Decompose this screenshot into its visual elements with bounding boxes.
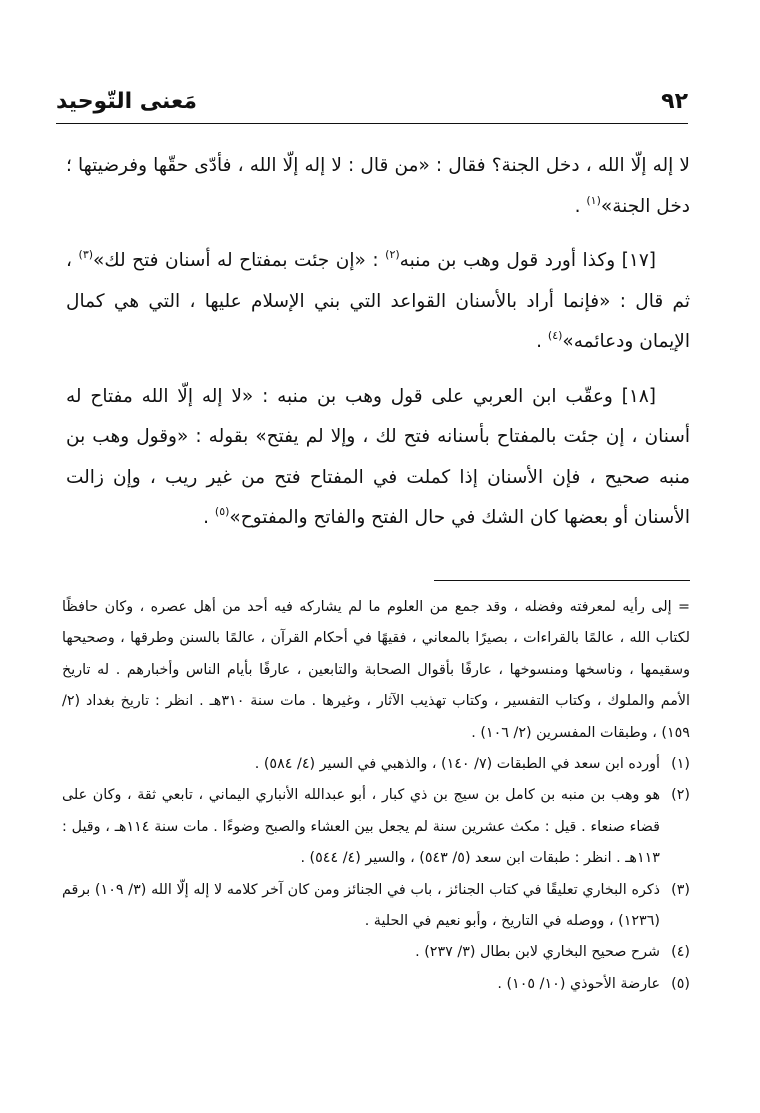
page-header: [56, 82, 688, 120]
footnote-text: هو وهب بن منبه بن كامل بن سيج بن ذي كبار ، أبو عبدالله الأنباري اليماني ، تابعي ثقة ، وكان على قضاء صنعاء . قيل : مكث عشرين سنة لم يجعل بين العشاء والصبح وضوءًا . مات سنة ١١٤هـ ، وقيل : ١١٣هـ . انظر : طبقات ابن سعد (٥/ ٥٤٣) ، والسير (٤/ ٥٤٤) .: [62, 787, 660, 867]
paragraph-text: .: [203, 507, 215, 528]
header-divider: [56, 123, 688, 124]
footnote-ref: (١): [586, 193, 601, 207]
paragraph-text: .: [574, 195, 587, 217]
footnote: [62, 749, 690, 780]
footnote-number: (٢): [671, 787, 690, 804]
paragraph-text: [١٧] وكذا أورد قول وهب بن منبه: [399, 250, 656, 271]
footnote: [62, 875, 690, 938]
footnote-text: شرح صحيح البخاري لابن بطال (٣/ ٢٣٧) .: [415, 944, 660, 961]
running-title: مَعنى التّوحيد: [56, 88, 198, 114]
footnotes: [62, 592, 690, 1000]
footnote-ref: (٥): [214, 505, 230, 518]
footnote-number: (٤): [671, 944, 690, 961]
footnote-ref: (٢): [385, 248, 400, 261]
paragraph-text: : «إن جئت بمفتاح له أسنان فتح لك»: [93, 250, 386, 271]
paragraph: [66, 146, 690, 227]
footnote-divider: [434, 580, 690, 581]
footnote-continuation: = إلى رأيه لمعرفته وفضله ، وقد جمع من العلوم ما لم يشاركه فيه أحد من أهل عصره ، وكان حافظًا لكتاب الله ، عالمًا بالقراءات ، بصيرًا بالمعاني ، فقيهًا في أحكام القرآن ، عالمًا بالسنن وطرقها ، وصحيحها وسقيمها ، وناسخها ومنسوخها ، عارفًا بأقوال الصحابة والتابعين ، عارفًا بأيام الناس وأخبارهم . له تاريخ الأمم والملوك ، وكتاب التفسير ، وكتاب تهذيب الآثار ، وغيرها . مات سنة ٣١٠هـ . انظر : تاريخ بغداد (٢/ ١٥٩) ، وطبقات المفسرين (٢/ ١٠٦) .: [62, 599, 690, 741]
paragraph: [66, 377, 690, 539]
footnote-number: (١): [671, 756, 690, 773]
footnote-text: عارضة الأحوذي (١٠/ ١٠٥) .: [497, 975, 660, 992]
footnote-ref: (٣): [78, 248, 94, 261]
footnote-text: أورده ابن سعد في الطبقات (٧/ ١٤٠) ، والذهبي في السير (٤/ ٥٨٤) .: [254, 756, 660, 773]
paragraph-text: [١٨] وعقّب ابن العربي على قول وهب بن منبه : «لا إله إلّا الله مفتاح له أسنان ، إن جئت بالمفتاح بأسنانه فتح لك ، وإلا لم يفتح» بقوله : «وقول وهب بن منبه صحيح ، فإن الأسنان إذا كملت في المفتاح فتح من غير ريب ، وإن زالت الأسنان أو بعضها كان الشك في حال الفتح والفاتح والمفتوح»: [66, 385, 690, 528]
footnote: [62, 969, 690, 1000]
main-text: [66, 146, 690, 553]
footnote-ref: (٤): [547, 329, 563, 342]
paragraph-text: .: [536, 331, 548, 352]
paragraph: [66, 241, 690, 363]
page-number: ٩٢: [661, 88, 688, 114]
footnote-text: ذكره البخاري تعليقًا في كتاب الجنائز ، باب في الجنائز ومن كان آخر كلامه لا إله إلّا الله (٣/ ١٠٩) برقم (١٢٣٦) ، ووصله في التاريخ ، وأبو نعيم في الحلية .: [62, 881, 660, 930]
footnote: [62, 780, 690, 874]
paragraph-text: لا إله إلّا الله ، دخل الجنة؟ فقال : «من قال : لا إله إلّا الله ، فأدّى حقّها وفرضيتها ؛ دخل الجنة»: [66, 155, 690, 217]
footnote-number: (٣): [671, 881, 690, 898]
footnote-number: (٥): [671, 975, 690, 992]
paragraph-text: ، ثم قال : «فإنما أراد بالأسنان القواعد التي بني الإسلام عليها ، التي هي كمال الإيمان ودعائمه»: [66, 250, 690, 352]
footnote: [62, 937, 690, 968]
